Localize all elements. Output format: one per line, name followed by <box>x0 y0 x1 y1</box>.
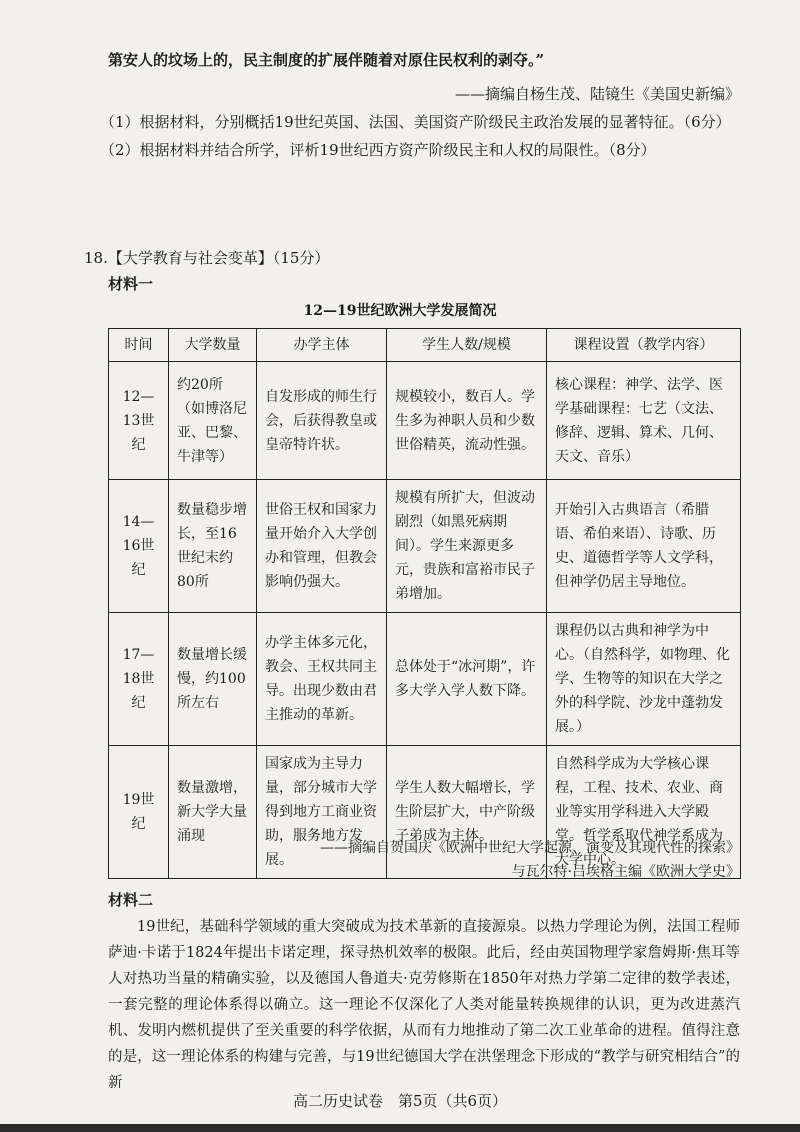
column-header-count: 大学数量 <box>169 329 257 362</box>
cell-host: 世俗王权和国家力量开始介入大学创办和管理，但教会影响仍强大。 <box>257 480 387 613</box>
cell-students: 规模较小，数百人。学生多为神职人员和少数世俗精英，流动性强。 <box>387 362 547 480</box>
table-row <box>109 746 741 879</box>
cell-host: 自发形成的师生行会，后获得教皇或皇帝特许状。 <box>257 362 387 480</box>
table-source-2: 与瓦尔特·吕埃格主编《欧洲大学史》 <box>511 864 740 880</box>
cell-count: 数量激增，新大学大量涌现 <box>169 746 257 879</box>
column-header-time: 时间 <box>109 329 169 362</box>
question-17-1: （1）根据材料，分别概括19世纪英国、法国、美国资产阶级民主政治发展的显著特征。（6分） <box>100 113 731 131</box>
table-header-row <box>109 329 741 362</box>
question-17-2: （2）根据材料并结合所学，评析19世纪西方资产阶级民主和人权的局限性。（8分） <box>100 141 656 159</box>
cell-count: 数量增长缓慢，约100所左右 <box>169 613 257 746</box>
table-row <box>109 362 741 480</box>
cell-students: 总体处于“冰河期”，许多大学入学人数下降。 <box>387 613 547 746</box>
cell-curriculum: 课程仍以古典和神学为中心。（自然科学，如物理、化学、生物等的知识在大学之外的科学院、沙龙中蓬勃发展。） <box>547 613 741 746</box>
cell-time: 19世纪 <box>109 746 169 879</box>
column-header-curriculum: 课程设置（教学内容） <box>547 329 741 362</box>
quote-ending-line: 第安人的坟场上的，民主制度的扩展伴随着对原住民权利的剥夺。” <box>108 51 545 69</box>
cell-students: 规模有所扩大，但波动剧烈（如黑死病期间）。学生来源更多元，贵族和富裕市民子弟增加。 <box>387 480 547 613</box>
cell-curriculum: 自然科学成为大学核心课程，工程、技术、农业、商业等实用学科进入大学殿堂。哲学系取代神学系成为大学中心。 <box>547 746 741 879</box>
table-row <box>109 613 741 746</box>
quote-source: ——摘编自杨生茂、陆镜生《美国史新编》 <box>454 85 740 103</box>
cell-time: 14—16世纪 <box>109 480 169 613</box>
cell-count: 约20所（如博洛尼亚、巴黎、牛津等） <box>169 362 257 480</box>
question-18-title: 18.【大学教育与社会变革】（15分） <box>84 249 330 267</box>
cell-count: 数量稳步增长，至16世纪末约80所 <box>169 480 257 613</box>
cell-time: 12—13世纪 <box>109 362 169 480</box>
scan-edge <box>0 1124 800 1132</box>
cell-time: 17—18世纪 <box>109 613 169 746</box>
table-source-1: ——摘编自贺国庆《欧洲中世纪大学起源、演变及其现代性的探索》 <box>320 840 740 856</box>
cell-host: 国家成为主导力量，部分城市大学得到地方工商业资助，服务地方发展。 <box>257 746 387 879</box>
cell-host: 办学主体多元化，教会、王权共同主导。出现少数由君主推动的革新。 <box>257 613 387 746</box>
table-caption: 12—19世纪欧洲大学发展简况 <box>303 303 497 319</box>
cell-curriculum: 核心课程：神学、法学、医学基础课程：七艺（文法、修辞、逻辑、算术、几何、天文、音乐） <box>547 362 741 480</box>
material-2-label: 材料二 <box>108 891 154 909</box>
column-header-students: 学生人数/规模 <box>387 329 547 362</box>
material-2-paragraph: 19世纪，基础科学领域的重大突破成为技术革新的直接源泉。以热力学理论为例，法国工程师萨迪·卡诺于1824年提出卡诺定理，探寻热机效率的极限。此后，经由英国物理学家詹姆斯·焦耳等人对热功当量的精确实验，以及德国人鲁道夫·克劳修斯在1850年对热力学第二定律的数学表述，一套完整的理论体系得以确立。这一理论不仅深化了人类对能量转换规律的认识，更为改进蒸汽机、发明内燃机提供了至关重要的科学依据，从而有力地推动了第二次工业革命的进程。值得注意的是，这一理论体系的构建与完善，与19世纪德国大学在洪堡理念下形成的“教学与研究相结合”的新 <box>108 919 740 1091</box>
page-footer: 高二历史试卷 第5页（共6页） <box>292 1092 508 1110</box>
table-row <box>109 480 741 613</box>
university-development-table <box>108 328 741 879</box>
cell-students: 学生人数大幅增长，学生阶层扩大，中产阶级子弟成为主体。 <box>387 746 547 879</box>
material-1-label: 材料一 <box>108 275 154 293</box>
cell-curriculum: 开始引入古典语言（希腊语、希伯来语）、诗歌、历史、道德哲学等人文学科，但神学仍居主导地位。 <box>547 480 741 613</box>
column-header-host: 办学主体 <box>257 329 387 362</box>
